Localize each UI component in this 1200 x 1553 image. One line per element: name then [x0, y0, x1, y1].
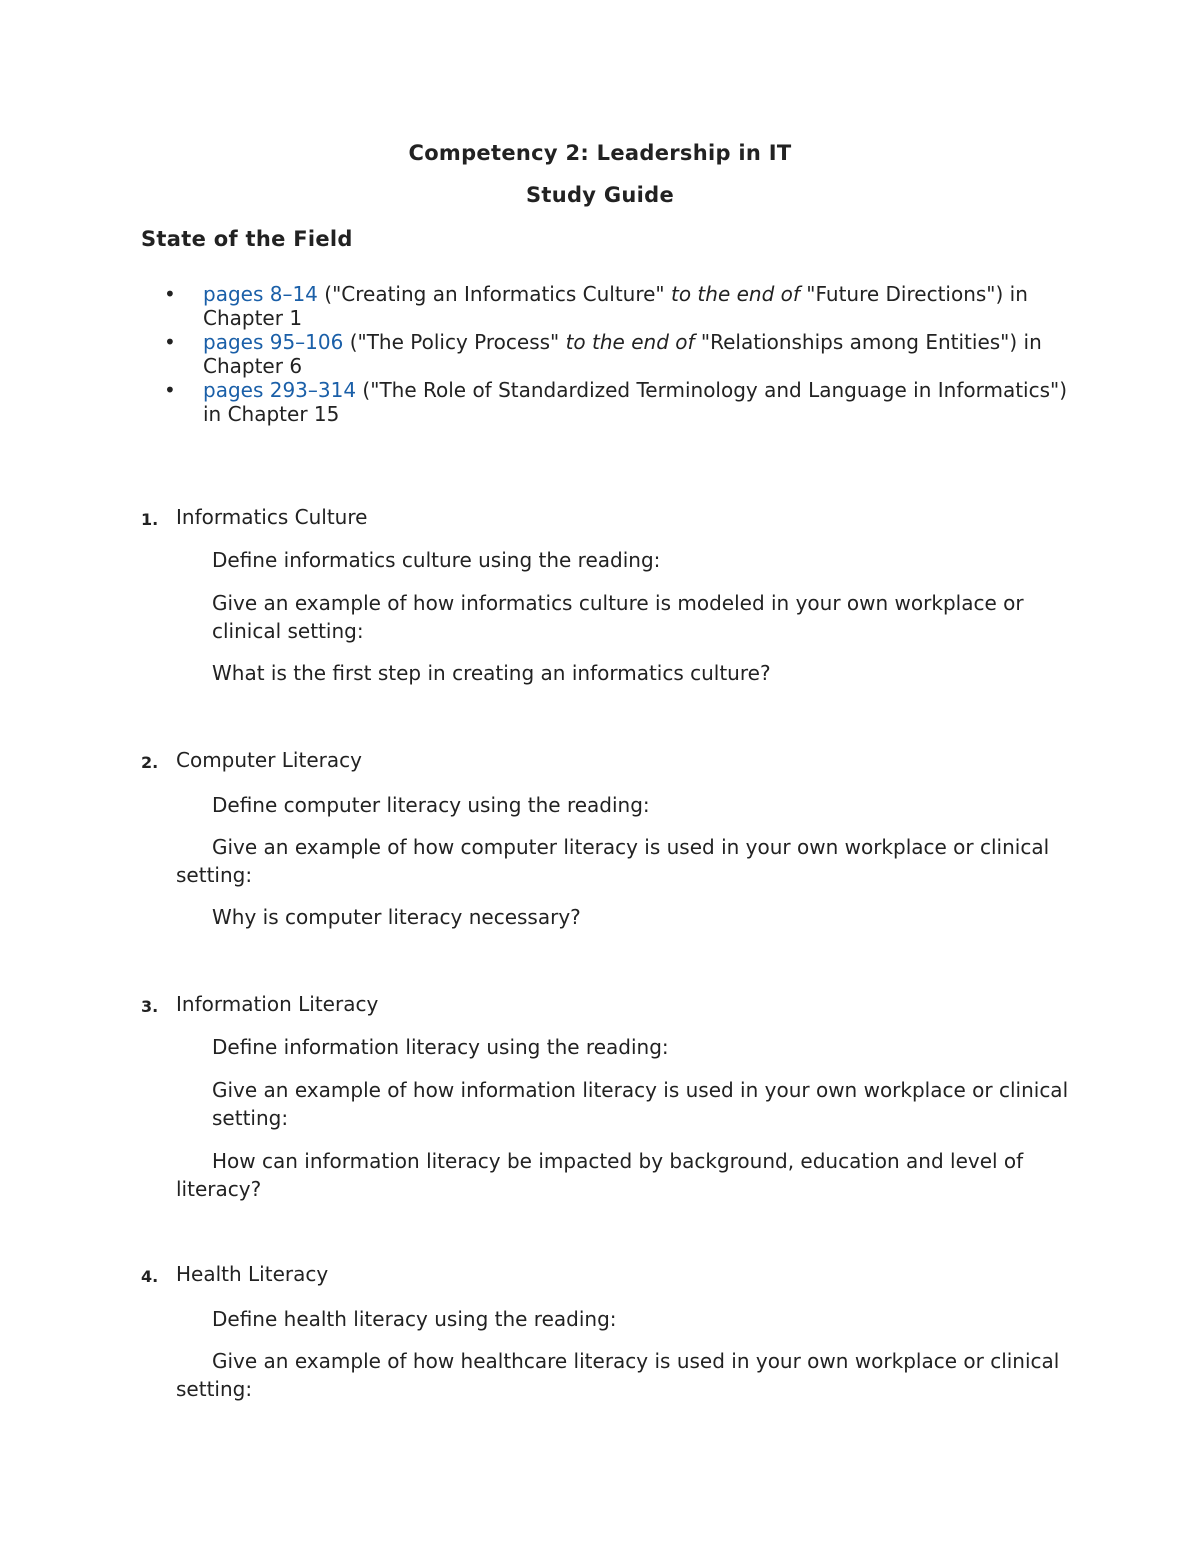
item-title: Health Literacy [176, 1262, 329, 1286]
reading-italic: to the end of [565, 330, 695, 354]
reading-text: ("The Role of Standardized Terminology and Language in Informatics") in Chapter 15 [203, 378, 1068, 426]
item-number: 2. [141, 753, 159, 772]
reading-item [203, 378, 1083, 426]
question: Give an example of how healthcare literacy is used in your own workplace or clinical setting: [176, 1349, 1060, 1401]
question: Give an example of how computer literacy is used in your own workplace or clinical setting: [176, 835, 1050, 887]
reading-italic: to the end of [670, 282, 800, 306]
reading-link[interactable]: pages 8–14 [203, 282, 318, 306]
section-heading: State of the Field [141, 227, 353, 251]
question: How can information literacy be impacted by background, education and level of literacy? [176, 1149, 1024, 1201]
item-number: 4. [141, 1267, 159, 1286]
question: Give an example of how informatics culture is modeled in your own workplace or clinical setting: [212, 591, 1024, 643]
item-title: Informatics Culture [176, 505, 368, 529]
question: Define information literacy using the reading: [212, 1035, 669, 1059]
reading-link[interactable]: pages 293–314 [203, 378, 357, 402]
bullet-icon: • [164, 378, 176, 402]
document-subtitle: Study Guide [525, 183, 675, 207]
question: What is the first step in creating an informatics culture? [212, 661, 771, 685]
item-number: 1. [141, 510, 159, 529]
reading-link[interactable]: pages 95–106 [203, 330, 344, 354]
document-title: Competency 2: Leadership in IT [408, 141, 792, 165]
item-title: Computer Literacy [176, 748, 362, 772]
reading-item [203, 282, 1083, 330]
reading-text: ("The Policy Process" [343, 330, 566, 354]
question: Define health literacy using the reading: [212, 1307, 617, 1331]
item-title: Information Literacy [176, 992, 379, 1016]
reading-item [203, 330, 1083, 378]
question: Why is computer literacy necessary? [212, 905, 581, 929]
bullet-icon: • [164, 282, 176, 306]
bullet-icon: • [164, 330, 176, 354]
question: Give an example of how information literacy is used in your own workplace or clinical setting: [212, 1078, 1069, 1130]
reading-text: "Future Directions") in Chapter 1 [203, 282, 1028, 330]
item-number: 3. [141, 997, 159, 1016]
reading-text: ("Creating an Informatics Culture" [317, 282, 671, 306]
question: Define informatics culture using the reading: [212, 548, 661, 572]
reading-text: "Relationships among Entities") in Chapter 6 [203, 330, 1042, 378]
question: Define computer literacy using the reading: [212, 793, 650, 817]
